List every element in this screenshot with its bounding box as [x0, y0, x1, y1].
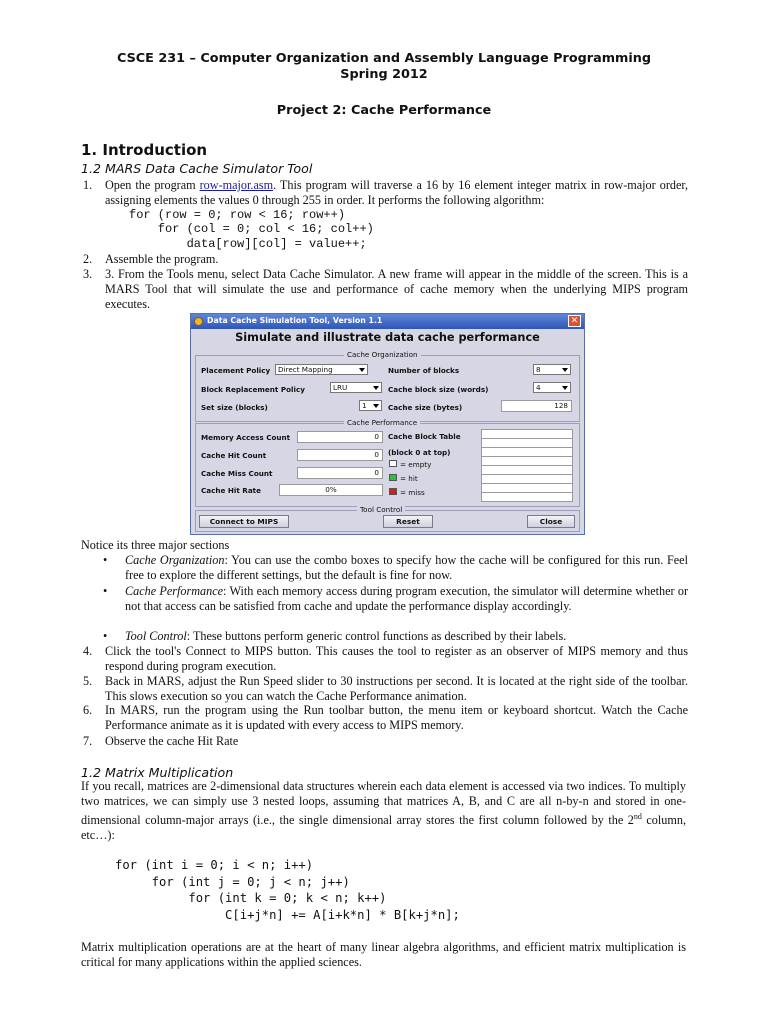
hit-swatch	[389, 474, 397, 481]
bullet-cache-organization: Cache Organization: You can use the combo boxes to specify how the cache will be configured for this run. Feel free to explore the different settings, but the default is fine for now.	[125, 553, 688, 582]
course-title: CSCE 231 – Computer Organization and Assembly Language Programming	[116, 51, 652, 66]
bullet-icon: •	[103, 629, 108, 643]
group-label: Cache Performance	[344, 418, 420, 427]
step-number: 2.	[83, 252, 93, 266]
cache-size-label: Cache size (bytes)	[388, 403, 463, 412]
code-line: for (int j = 0; j < n; j++)	[115, 875, 350, 889]
access-count-label: Memory Access Count	[201, 433, 291, 442]
step-4: Click the tool's Connect to MIPS button. This causes the tool to register as an observer of MIPS memory and thus respond during program execution.	[105, 644, 688, 673]
placement-policy-combo[interactable]: Direct Mapping	[275, 364, 368, 375]
dialog-titlebar[interactable]	[191, 314, 584, 329]
step-3: 3. From the Tools menu, select Data Cache Simulator. A new frame will appear in the middle of the screen. This is a MARS Tool that will simulate the use and performance of cache memory when the underlying MIPS program executes.	[105, 267, 688, 311]
miss-swatch	[389, 488, 397, 495]
code-line: C[i+j*n] += A[i+k*n] * B[k+j*n];	[115, 908, 460, 922]
number-of-blocks-label: Number of blocks	[388, 366, 460, 375]
subheading-matrix-multiplication: 1.2 Matrix Multiplication	[81, 765, 234, 780]
step-5: Back in MARS, adjust the Run Speed slider to 30 instructions per second. It is located at the right side of the toolbar. This slows execution so you can watch the Cache Performance animation.	[105, 674, 688, 703]
cache-simulator-dialog	[190, 313, 585, 535]
block-size-label: Cache block size (words)	[388, 385, 489, 394]
step-2: Assemble the program.	[105, 252, 219, 266]
connect-to-mips-button[interactable]: Connect to MIPS	[199, 515, 289, 528]
project-title: Project 2: Cache Performance	[276, 103, 492, 118]
row-major-link[interactable]: row-major.asm	[199, 178, 274, 192]
term: Spring 2012	[340, 67, 428, 82]
bullet-cache-performance: Cache Performance: With each memory access during program execution, the simulator will determine whether or not that access can be satisfied from cache and update the performance display accordingly.	[125, 584, 689, 613]
miss-count-field: 0	[297, 467, 383, 479]
dialog-heading: Simulate and illustrate data cache performance	[235, 331, 540, 344]
close-button[interactable]: Close	[527, 515, 575, 528]
step-6: In MARS, run the program using the Run toolbar button, the menu item or keyboard shortcut. Watch the Cache Performance animate as it is updated with every access to MIPS memory.	[105, 703, 688, 732]
chevron-down-icon	[373, 386, 379, 390]
cache-size-field: 128	[501, 400, 572, 412]
dialog-title: Data Cache Simulation Tool, Version 1.1	[207, 316, 383, 325]
block-table-label: Cache Block Table	[388, 432, 461, 441]
hit-rate-bar: 0%	[279, 484, 383, 496]
chevron-down-icon	[562, 368, 568, 372]
section-heading-introduction: 1. Introduction	[81, 141, 208, 159]
bullet-icon: •	[103, 584, 108, 598]
code-line: for (col = 0; col < 16; col++)	[129, 222, 374, 236]
replacement-policy-combo[interactable]: LRU	[330, 382, 382, 393]
step-number: 5.	[83, 674, 93, 688]
step-1: Open the program row-major.asm. This program will traverse a 16 by 16 element integer matrix in row-major order, assigning elements the values 0 through 255 in order. It performs the following algorithm:	[105, 178, 688, 207]
closing-paragraph: Matrix multiplication operations are at the heart of many linear algebra algorithms, and efficient matrix multiplication is critical for many applications within the applied sciences.	[81, 940, 686, 969]
hit-count-label: Cache Hit Count	[201, 451, 267, 460]
code-line: for (int k = 0; k < n; k++)	[115, 891, 387, 905]
empty-swatch	[389, 460, 397, 467]
code-line: for (int i = 0; i < n; i++)	[115, 858, 314, 872]
replacement-policy-label: Block Replacement Policy	[201, 385, 305, 394]
block-table-sub: (block 0 at top)	[388, 448, 451, 457]
step-number: 4.	[83, 644, 93, 658]
code-line: data[row][col] = value++;	[129, 237, 367, 251]
subheading-mars-tool: 1.2 MARS Data Cache Simulator Tool	[81, 161, 313, 176]
step-7: Observe the cache Hit Rate	[105, 734, 239, 748]
matrix-paragraph: If you recall, matrices are 2-dimensional data structures wherein each data element is accessed via two indices. To multiply two matrices, we can simply use 3 nested loops, assuming that matrices A, B, and C are all n-by-n and stored in one-dimensional column-major arrays (i.e., the single dimensional array stores the first column followed by the 2nd column, etc…):	[81, 779, 687, 843]
step-number: 3.	[83, 267, 93, 281]
cache-block-cell	[481, 492, 573, 502]
close-icon[interactable]: ✕	[568, 315, 581, 327]
hit-rate-label: Cache Hit Rate	[201, 486, 261, 495]
number-of-blocks-combo[interactable]: 8	[533, 364, 571, 375]
chevron-down-icon	[562, 386, 568, 390]
bullet-tool-control: Tool Control: These buttons perform generic control functions as described by their labels.	[125, 629, 567, 643]
placement-policy-label: Placement Policy	[201, 366, 271, 375]
legend-miss: = miss	[400, 488, 425, 497]
step-number: 1.	[83, 178, 93, 192]
set-size-label: Set size (blocks)	[201, 403, 268, 412]
step-number: 6.	[83, 703, 93, 717]
bullet-icon: •	[103, 553, 108, 567]
group-label: Tool Control	[357, 505, 405, 514]
legend-empty: = empty	[400, 460, 432, 469]
group-label: Cache Organization	[344, 350, 421, 359]
hit-count-field: 0	[297, 449, 383, 461]
set-size-combo[interactable]: 1	[359, 400, 382, 411]
access-count-field: 0	[297, 431, 383, 443]
code-line: for (row = 0; row < 16; row++)	[129, 208, 346, 222]
legend-hit: = hit	[400, 474, 418, 483]
reset-button[interactable]: Reset	[383, 515, 433, 528]
block-size-combo[interactable]: 4	[533, 382, 571, 393]
sections-intro: Notice its three major sections	[81, 538, 230, 552]
java-cup-icon	[194, 317, 203, 326]
step-number: 7.	[83, 734, 93, 748]
chevron-down-icon	[359, 368, 365, 372]
chevron-down-icon	[373, 404, 379, 408]
miss-count-label: Cache Miss Count	[201, 469, 273, 478]
